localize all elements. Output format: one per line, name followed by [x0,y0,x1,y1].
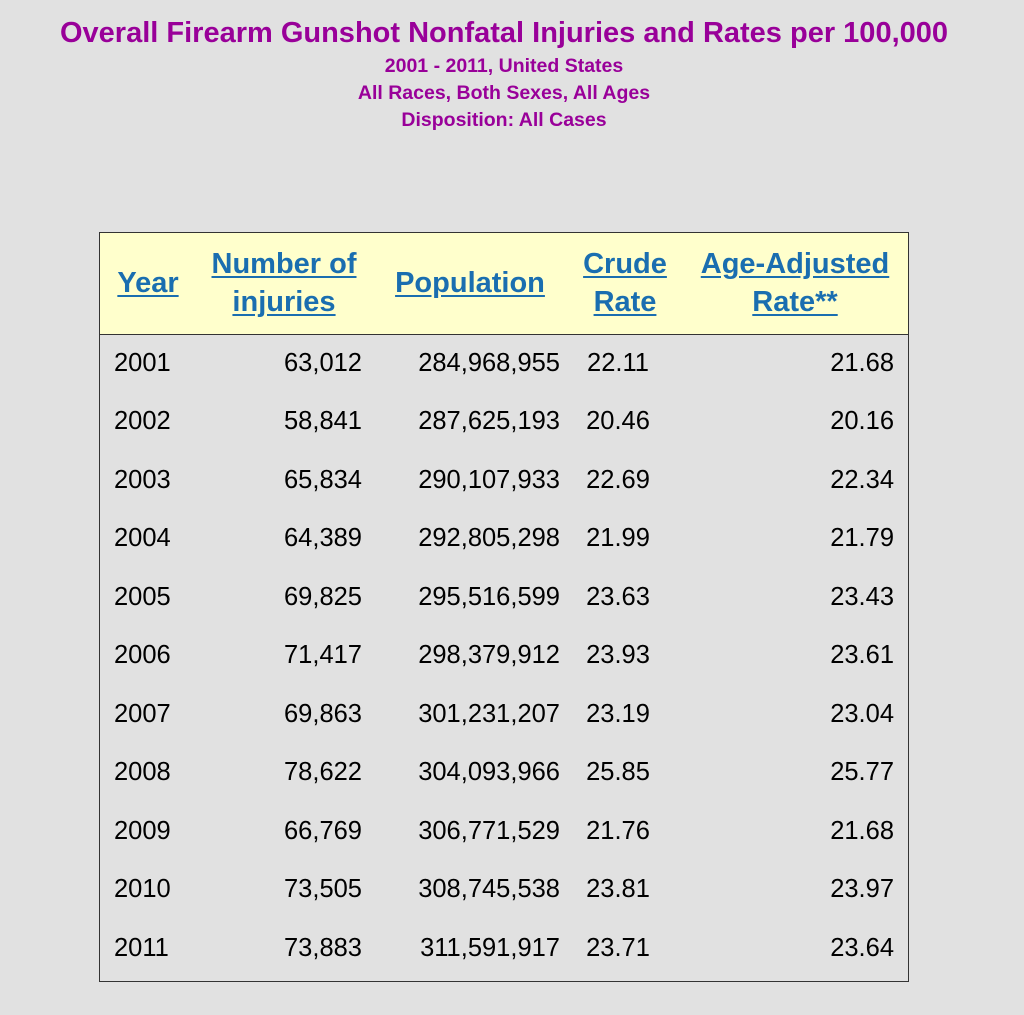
table-row [100,334,908,393]
header-year [100,233,196,334]
cell-year: 2008 [114,758,171,787]
cell-year: 2005 [114,582,171,611]
table-body [100,334,908,978]
data-table-container [99,232,909,982]
cell-crude-rate: 23.71 [586,933,650,962]
cell-injuries: 66,769 [284,816,362,845]
cell-age-adjusted-rate: 21.68 [682,334,908,393]
header-injuries-line2: injuries [232,286,336,319]
cell-year: 2003 [114,465,171,494]
cell-injuries: 58,841 [284,407,362,436]
cell-crude-rate: 22.69 [586,465,650,494]
table-header-row [100,233,908,334]
cell-crude-rate: 23.81 [586,875,650,904]
cell-population: 298,379,912 [418,641,560,670]
header-injuries [196,233,372,334]
cell-age-adjusted-rate: 23.61 [830,641,894,670]
cell-injuries: 73,883 [284,933,362,962]
cell-population: 287,625,193 [418,407,560,436]
cell-crude-rate: 23.19 [586,699,650,728]
cell-population: 304,093,966 [418,758,560,787]
table-row [100,451,908,510]
cell-crude-rate: 21.76 [586,816,650,845]
cell-population: 311,591,917 [420,933,560,962]
sort-link-age-adjusted-rate[interactable] [701,248,890,318]
cell-population: 308,745,538 [418,875,560,904]
cell-crude-rate: 22.11 [568,334,682,393]
cell-injuries: 73,505 [284,875,362,904]
cell-year: 2004 [114,524,171,553]
cell-age-adjusted-rate: 21.79 [830,524,894,553]
cell-injuries: 78,622 [284,758,362,787]
cell-age-adjusted-rate: 25.77 [830,758,894,787]
table-row [100,919,908,978]
cell-year: 2001 [100,334,196,393]
cell-population: 292,805,298 [418,524,560,553]
cell-population: 290,107,933 [418,465,560,494]
cell-age-adjusted-rate: 22.34 [830,465,894,494]
sort-link-injuries[interactable] [212,248,357,318]
cell-population: 301,231,207 [418,699,560,728]
header-age-adjusted-rate [682,233,908,334]
header-population [372,233,568,334]
header-age-line1: Age-Adjusted [700,248,890,281]
table-row [100,861,908,920]
cell-injuries: 64,389 [284,524,362,553]
cell-population: 295,516,599 [418,582,560,611]
cell-year: 2011 [114,933,169,962]
cell-crude-rate: 20.46 [586,407,650,436]
cell-age-adjusted-rate: 20.16 [830,407,894,436]
cell-injuries: 69,825 [284,582,362,611]
cell-crude-rate: 23.93 [586,641,650,670]
injuries-table [100,233,908,978]
cell-age-adjusted-rate: 23.04 [830,699,894,728]
table-row [100,685,908,744]
cell-year: 2010 [114,875,171,904]
cell-age-adjusted-rate: 23.43 [830,582,894,611]
table-row [100,510,908,569]
cell-year: 2006 [114,641,171,670]
cell-injuries: 63,012 [196,334,372,393]
cell-injuries: 65,834 [284,465,362,494]
subtitle-demographics: All Races, Both Sexes, All Ages [357,82,651,104]
subtitle-disposition: Disposition: All Cases [401,109,607,131]
cell-crude-rate: 21.99 [586,524,650,553]
header-crude-line1: Crude [583,248,667,281]
page-title: Overall Firearm Gunshot Nonfatal Injuries and Rates per 100,000 [59,17,949,49]
cell-population: 284,968,955 [372,334,568,393]
header-crude-rate [568,233,682,334]
cell-age-adjusted-rate: 23.97 [830,875,894,904]
subtitle-block [0,53,1008,134]
sort-link-population[interactable]: Population [395,267,545,300]
table-row [100,802,908,861]
sort-link-year[interactable]: Year [117,267,179,300]
cell-year: 2002 [114,407,171,436]
cell-crude-rate: 25.85 [586,758,650,787]
cell-crude-rate: 23.63 [586,582,650,611]
sort-link-crude-rate[interactable] [583,248,667,318]
header-injuries-line1: Number of [211,248,357,281]
subtitle-years: 2001 - 2011, United States [384,55,624,77]
cell-injuries: 69,863 [284,699,362,728]
table-row [100,393,908,452]
cell-population: 306,771,529 [418,816,560,845]
table-row [100,744,908,803]
cell-injuries: 71,417 [284,641,362,670]
cell-age-adjusted-rate: 21.68 [830,816,894,845]
cell-year: 2007 [114,699,171,728]
cell-age-adjusted-rate: 23.64 [830,933,894,962]
header-crude-line2: Rate [593,286,657,319]
header-age-line2: Rate** [752,286,838,319]
table-row [100,568,908,627]
cell-year: 2009 [114,816,171,845]
table-row [100,627,908,686]
